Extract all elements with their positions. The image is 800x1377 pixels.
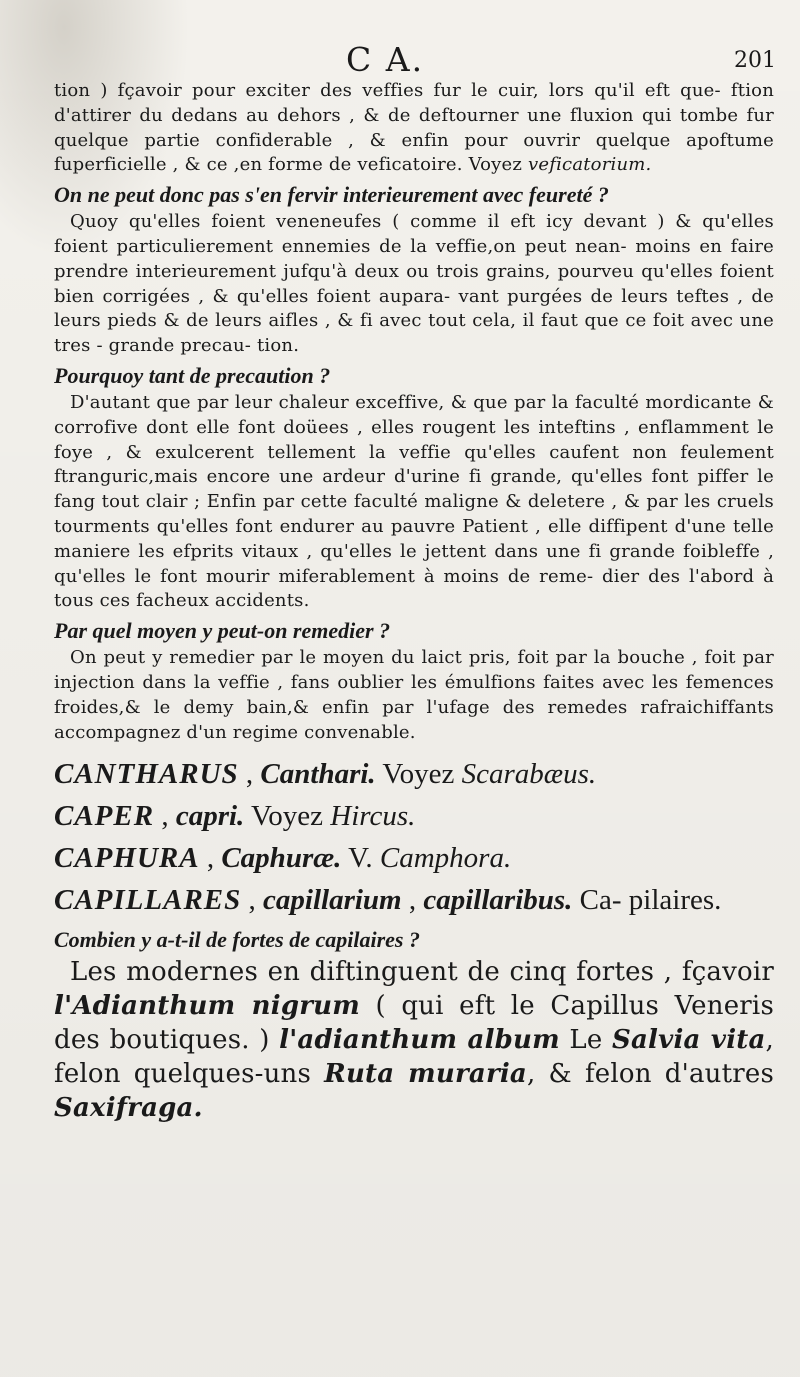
entry-headword: CANTHARUS [54, 758, 239, 791]
plant-name: Saxifraga. [54, 1093, 203, 1124]
entry-headword: CAPER [54, 800, 155, 833]
entry-see: Voyez [251, 800, 323, 833]
question-remedy: Par quel moyen y peut-on remedier ? [54, 618, 391, 644]
answer-remedy: On peut y remedier par le moyen du laict pris, foit par la bouche , foit par injection dans la veffie , fans oublier les émulfions faites avec les femences froides,& le demy bain,& enfin par l'ufage des remedes rafraichiffants accompagnez d'un regime convenable. [54, 647, 774, 743]
answer-text: , & felon d'autres [526, 1059, 775, 1090]
question-internal-use: On ne peut donc pas s'en fervir interieurement avec feureté ? [54, 182, 609, 208]
entry-latin: Caphuræ. [221, 842, 342, 875]
question-precaution: Pourquoy tant de precaution ? [54, 362, 331, 388]
answer-internal-use: Quoy qu'elles foient veneneufes ( comme il eft icy devant ) & qu'elles foient particulierement ennemies de la veffie,on peut nean- moins en faire prendre interieurement jufqu'à deux ou trois grains, pourveu qu'elles foient bien corrigées , & qu'elles foient aupara- vant purgées de leurs teftes , de leurs pieds & de leurs aifles , & fi avec tout cela, il faut que ce foit avec une tres - grande precau- tion. [54, 211, 774, 357]
entry-capillares: CAPILLARES , capillarium , capillaribus. Ca- pilaires. [54, 884, 722, 917]
entry-latin: Canthari. [260, 758, 376, 791]
plant-name: l'adianthum album [279, 1025, 560, 1056]
entry-see-ref: Camphora. [379, 842, 512, 875]
page-number: 201 [734, 48, 776, 73]
paragraph-text: tion ) fçavoir pour exciter des veffies fur le cuir, lors qu'il eft que- ftion d'attirer du dedans au dehors , & de deftourner une fluxion qui tombe fur quelque partie confiderable , & enfin pour ouvrir quelque apoftume fuperficielle , & ce ,en forme de veficatoire. Voyez [54, 80, 774, 176]
answer-text: Le [569, 1025, 603, 1056]
entry-caper: CAPER , capri. Voyez Hircus. [54, 800, 416, 833]
entry-see-ref: Hircus. [330, 800, 416, 833]
entry-see: V. [348, 842, 373, 875]
answer-text: Les modernes en diftinguent de cinq fortes , fçavoir [70, 957, 774, 988]
cross-reference: veficatorium. [528, 154, 652, 176]
question-kinds-of-capillaires: Combien y a-t-il de fortes de capilaires ? [54, 927, 420, 953]
entry-latin: capri. [175, 800, 245, 833]
plant-name: Salvia vita [612, 1025, 766, 1056]
entry-headword: CAPILLARES [54, 884, 242, 917]
answer-precaution: D'autant que par leur chaleur exceffive, & que par la faculté mordicante & corrofive dont elle font doüees , elles rougent les inteftins , enflamment le foye , & exulcerent tellement la veffie qu'elles caufent non feulement ftranguric,mais encore une ardeur d'urine fi grande, qu'elles font piffer le fang tout clair ; Enfin par cette faculté maligne & deletere , & par les cruels tourments qu'elles font endurer au pauvre Patient , elle diffipent d'une telle maniere les efprits vitaux , qu'elles le jettent dans une fi grande foibleffe , qu'elles le font mourir miferablement à moins de reme- dier des l'abord à tous ces facheux accidents. [54, 391, 774, 612]
entry-latin: capillarium [263, 884, 402, 917]
entry-caphura: CAPHURA , Caphuræ. V. Camphora. [54, 842, 512, 875]
page-header [0, 40, 800, 80]
plant-name: l'Adianthum nigrum [54, 991, 360, 1022]
plant-name: Ruta muraria [324, 1059, 527, 1090]
page-body [54, 79, 774, 1125]
answer-text: , felon quelques-uns [54, 1025, 775, 1090]
running-head: C A. [346, 40, 425, 79]
entry-french-name: Ca- pilaires. [579, 884, 722, 917]
entry-latin: capillaribus. [423, 884, 573, 917]
paragraph-vesicatoire [54, 79, 774, 178]
entry-see-ref: Scarabæus. [461, 758, 597, 791]
entry-cantharus: CANTHARUS , Canthari. Voyez Scarabæus. [54, 758, 597, 791]
answer-kinds-of-capillaires [54, 955, 774, 1125]
entry-see: Voyez [382, 758, 455, 791]
entry-headword: CAPHURA [54, 842, 200, 875]
answer-text: ( qui eft le Capillus Veneris des boutiques. ) [54, 991, 774, 1056]
